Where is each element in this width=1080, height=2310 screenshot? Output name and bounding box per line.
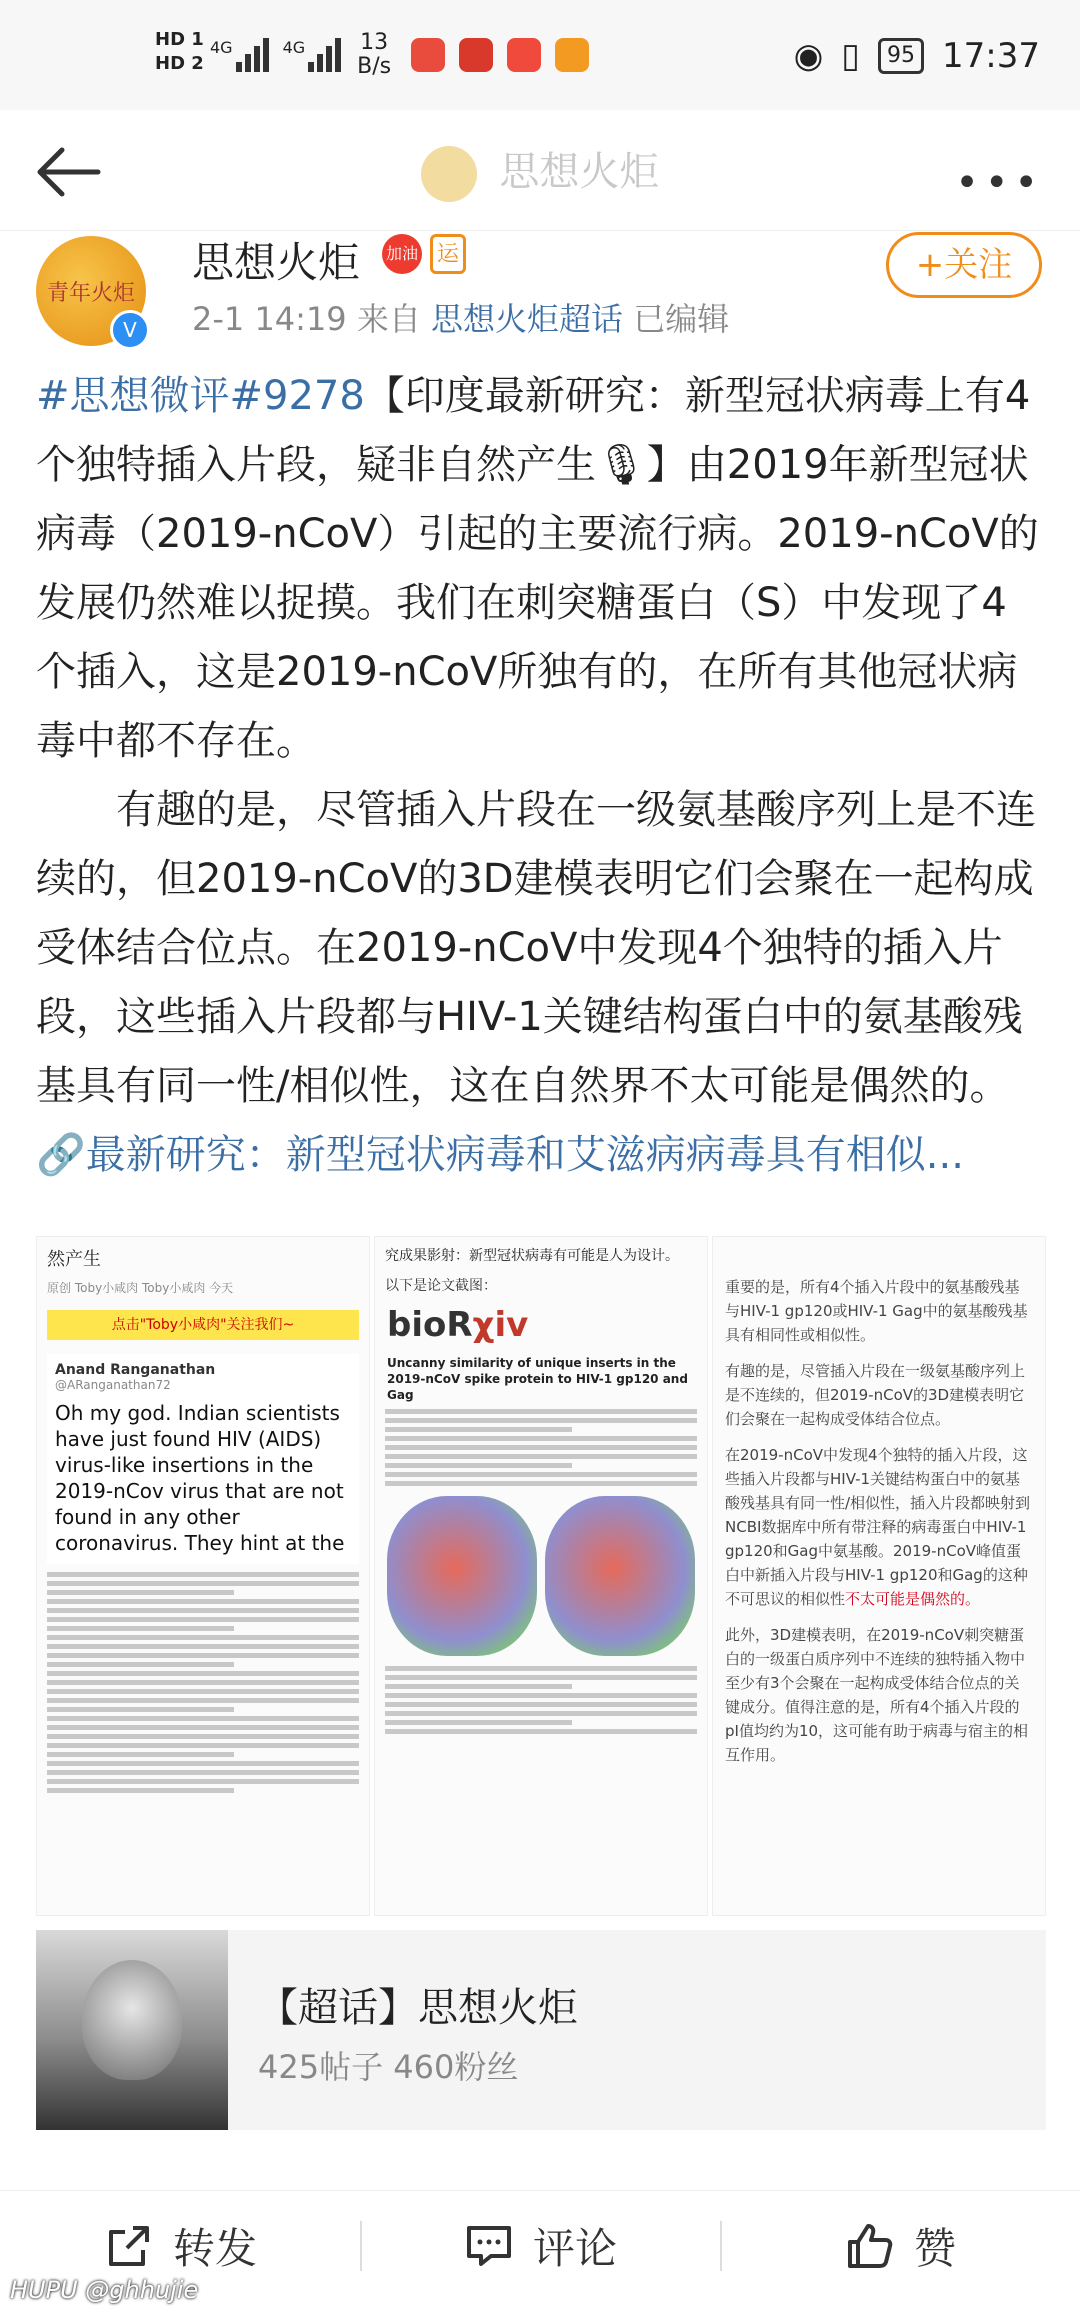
topic-portrait-image [36,1930,228,2130]
vibrate-icon: ▯ [841,36,861,76]
post-paragraph-2: 有趣的是，尽管插入片段在一级氨基酸序列上是不连续的，但2019-nCoV的3D建模表明它们会聚在一起构成受体结合位点。在2019-nCoV中发现4个独特的插入片段，这些插入片段都与HIV-1关键结构蛋白中的氨基酸残基具有同一性/相似性，这在自然界不太可能是偶然的。🔗最新研究：新型冠状病毒和艾滋病病毒具有相似... [36,787,1036,1178]
reader-notification-icon [507,38,541,72]
comment-icon [463,2220,515,2272]
follow-button[interactable]: +关注 [886,232,1042,298]
repost-button[interactable]: 转发 [0,2191,360,2301]
app-notification-icon [411,38,445,72]
topic-title: 【超话】思想火炬 [258,1985,578,2031]
author-name[interactable]: 思想火炬 [192,238,361,287]
clock: 17:37 [942,36,1040,76]
nav-bar [0,110,1080,231]
signal-icon-2: 4G [283,38,342,72]
status-bar [0,0,1080,110]
screenshot-panel-3: 重要的是，所有4个插入片段中的氨基酸残基与HIV-1 gp120或HIV-1 Gag中的氨基酸残基具有相同性或相似性。 有趣的是，尽管插入片段在一级氨基酸序列上是不连续的，但2019-nCoV的3D建模表明它们会聚在一起构成受体结合位点。 在2019-nCoV中发现4个独特的插入片段，这些插入片段都与HIV-1关键结构蛋白中的氨基酸残基具有同一性/相似性，插入片段都映射到NCBI数据库中所有带注释的病毒蛋白中HIV-1 gp120和Gag中氨基酸。2019-nCoV峰值蛋白中新插入片段与HIV-1 gp120和Gag的这种不可思议的相似性不太可能是偶然的。 此外，3D建模表明，在2019-nCoV刺突糖蛋白的一级蛋白质序列中不连续的独特插入物中至少有3个会聚在一起构成受体结合位点的关键成分。值得注意的是，所有4个插入片段的pI值均约为10，这可能有助于病毒与宿主的相互作用。 [712,1236,1046,1916]
hd-indicator: HD 1 HD 2 [155,29,204,74]
torch-logo-icon [421,146,477,202]
post-body [36,362,1046,1190]
verified-icon: V [110,310,150,350]
thumbs-up-icon [844,2220,896,2272]
yun-badge: 运 [430,234,466,274]
author-row [0,230,1080,350]
tweet-card: Anand Ranganathan @ARanganathan72 Oh my god. Indian scientists have just found HIV (AIDS) virus-like insertions in the 2019-nCov virus that are not found in any other coronavirus. They hint at the [47,1354,359,1564]
nav-title: 思想火炬 [0,140,1080,202]
source-link[interactable]: 思想火炬超话 [431,300,624,338]
topic-stats: 425帖子 460粉丝 [258,2048,519,2086]
battery-icon: 95 [878,38,924,74]
eye-icon: ◉ [793,36,824,76]
network-speed: 13 B/s [357,30,392,79]
screenshot-panel-2: 究成果影射：新型冠状病毒有可能是人为设计。 以下是论文截图： bioRχiv Uncanny similarity of unique inserts in the 2019-nCoV spike protein to HIV-1 gp120 and Gag [374,1236,708,1916]
comment-button[interactable]: 评论 [360,2191,720,2301]
screenshot-panel-1: 然产生 原创 Toby小咸肉 Toby小咸肉 今天 点击"Toby小咸肉"关注我们~ Anand Ranganathan @ARanganathan72 Oh my god. Indian scientists have just found HIV (AIDS) virus-like insertions in the 2019-nCov virus that are not found in any other coronavirus. They hint at the [36,1236,370,1916]
notification-icons [411,38,589,72]
author-badges [382,234,466,274]
repost-icon [103,2220,155,2272]
more-button[interactable]: ••• [955,160,1044,206]
watermark: HUPU @ghhujie [10,2276,199,2304]
video-notification-icon [555,38,589,72]
status-right [794,36,1040,76]
article-link[interactable]: 🔗最新研究：新型冠状病毒和艾滋病病毒具有相似... [36,1132,964,1178]
weibo-notification-icon [459,38,493,72]
signal-icon: 4G [210,38,269,72]
jiayou-badge: 加油 [382,234,422,274]
hashtag-link[interactable]: #思想微评#9278 [36,373,365,419]
avatar[interactable]: 青年火炬 V [36,236,146,346]
super-topic-card[interactable] [36,1930,1046,2130]
post-paragraph-1: #思想微评#9278【印度最新研究：新型冠状病毒上有4个独特插入片段，疑非自然产生🎙】由2019年新型冠状病毒（2019-nCoV）引起的主要流行病。2019-nCoV的发展仍然难以捉摸。我们在刺突糖蛋白（S）中发现了4个插入，这是2019-nCoV所独有的，在所有其他冠状病毒中都不存在。 [36,373,1039,764]
protein-model-figure [387,1496,695,1656]
post-image[interactable] [36,1236,1046,1916]
like-button[interactable]: 赞 [720,2191,1080,2301]
biorxiv-logo: bioRχiv [387,1305,529,1345]
paper-text-lines [47,1572,359,1793]
post-meta: 2-1 14:19 来自 思想火炬超话 已编辑 [192,300,730,338]
